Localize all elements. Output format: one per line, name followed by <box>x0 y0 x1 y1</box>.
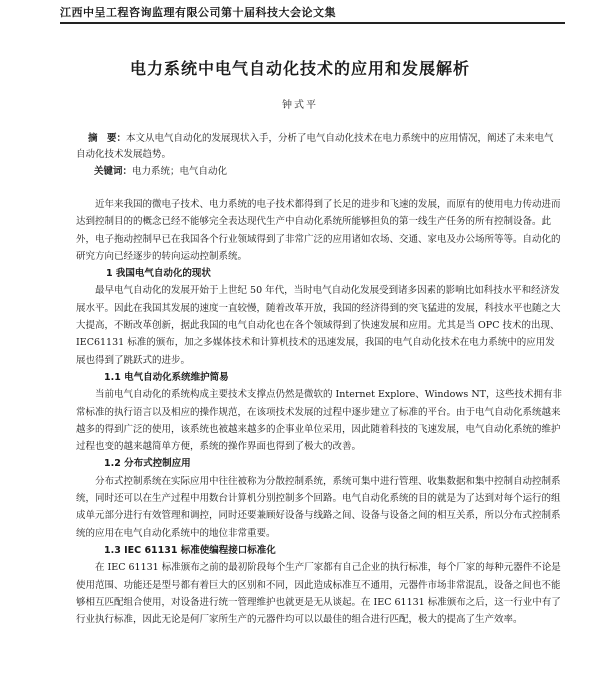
section-1-2-paragraph: 分布式控制系统在实际应用中往往被称为分散控制系统，系统可集中进行管理、收集数据和集中控制自动控制系统，同时还可以在生产过程中用数台计算机分别控制多个回路。电气自动化系统的目的就是为了达到对每个运行的组成单元部分进行有效管理和调控，同时还要兼顾好设备与线路之间、设备与设备之间的相互关系，所以分布式控制系统的应用在电气自动化系统中的地位非常重要。 <box>76 475 561 539</box>
keywords-label: 关键词： <box>94 166 133 177</box>
abstract-label: 摘 要： <box>88 133 127 144</box>
section-1-paragraph: 最早电气自动化的发展开始于上世纪 50 年代，当时电气自动化发展受到诸多因素的影响比如科技水平和经济发展水平。因此在我国其发展的速度一直较慢，随着改革开放，我国的经济得到的突飞猛进的发展，科技水平也随之大大提高，不断改革创新，据此我国的电气自动化也在各个领域得到了快速发展和应用。尤其是当 OPC 技术的出现、IEC61131 标准的颁布，加之多媒体技术和计算机技术的迅速发展，我国的电气自动化技术在电力系统中的应用发展也得到了跳跃式的进步。 <box>76 285 561 366</box>
section-1-3-paragraph: 在 IEC 61131 标准颁布之前的最初阶段每个生产厂家都有自己企业的执行标准，每个厂家的每种元器件不论是使用范围、功能还是型号都有着巨大的区别和不同，因此造成标准互不通用，元器件市场非常混乱，设备之间也不能够相互匹配组合使用，对设备进行统一管理维护也就更是无从谈起。在 IEC 61131 标准颁布之后，这一行业中有了行业执行标准，因此无论是何厂家所生产的元器件均可以以最佳的组合进行匹配，极大的提高了生产效率。 <box>76 562 561 626</box>
abstract <box>76 131 562 163</box>
paper-body <box>76 196 564 628</box>
running-header: 江西中呈工程咨询监理有限公司第十届科技大会论文集 <box>60 6 336 19</box>
header-rule <box>60 22 565 24</box>
section-1-heading: 1 我国电气自动化的现状 <box>106 268 211 280</box>
intro-paragraph: 近年来我国的微电子技术、电力系统的电子技术都得到了长足的进步和飞速的发展，而原有的使用电力传动进而达到控制目的的概念已经不能够完全表达现代生产中自动化系统所能够担负的第一线生产任务的所有控制设备。此外，电子拖动控制早已在我国各个行业领域得到了非常广泛的应用诸如农场、交通、家电及办公场所等等。自动化的研究方向已经逐步的转向运动控制系统。 <box>76 199 561 262</box>
section-1-1-heading: 1.1 电气自动化系统维护简易 <box>104 371 229 383</box>
paper-author: 钟式平 <box>282 100 318 111</box>
keywords-text: 电力系统；电气自动化 <box>132 166 228 177</box>
abstract-text: 本文从电气自动化的发展现状入手，分析了电气自动化技术在电力系统中的应用情况，阐述了未来电气自动化技术发展趋势。 <box>76 133 554 160</box>
section-1-2-heading: 1.2 分布式控制应用 <box>104 458 191 470</box>
keywords <box>94 164 554 180</box>
section-1-1-paragraph: 当前电气自动化的系统构成主要技术支撑点仍然是微软的 Internet Explore、Windows NT，这些技术拥有非常标准的执行语言以及相应的操作规范，在该项技术发展的过程中逐步建立了标准的平台。由于电气自动化系统越来越多的得到广泛的使用，该系统也被越来越多的企事业单位采用，因此随着科技的飞速发展，电气自动化系统的维护过程也变的越来越简单方便，系统的操作界面也得到了极大的改善。 <box>76 389 562 453</box>
paper-title: 电力系统中电气自动化技术的应用和发展解析 <box>129 59 470 78</box>
section-1-3-heading: 1.3 IEC 61131 标准使编程接口标准化 <box>104 544 276 556</box>
